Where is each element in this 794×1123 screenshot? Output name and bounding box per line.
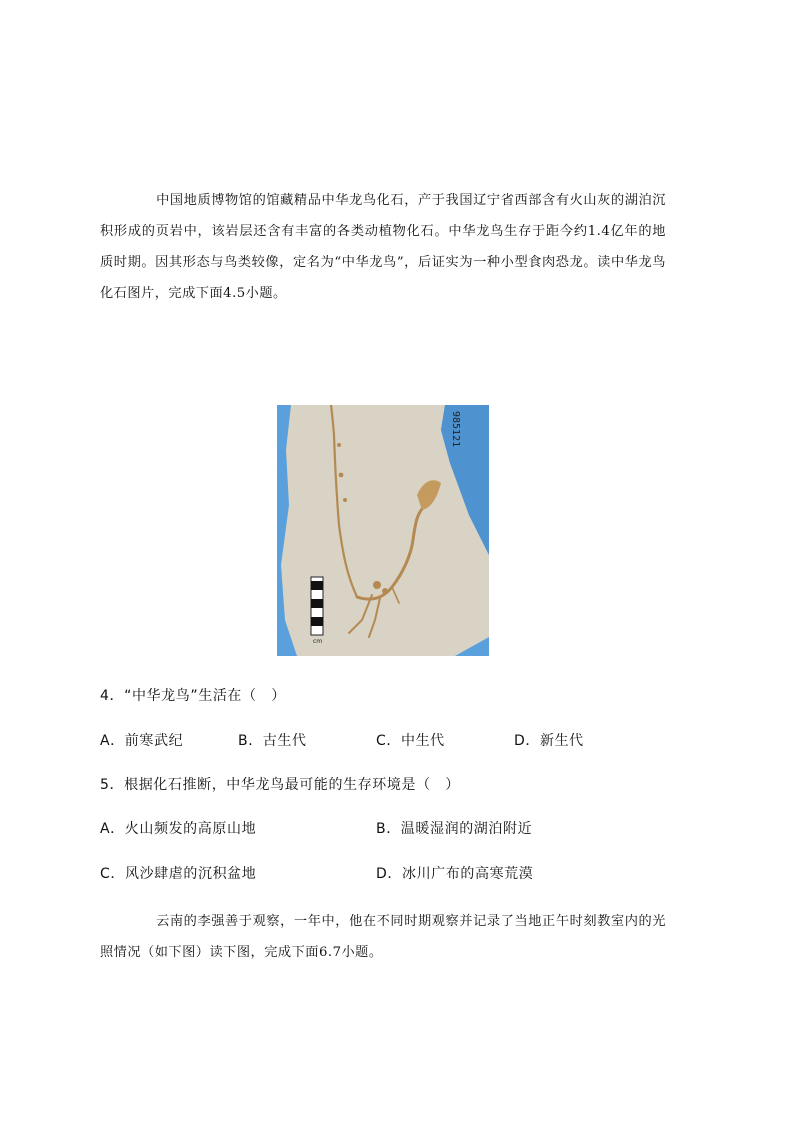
passage-lighting-text: 云南的李强善于观察，一年中，他在不同时期观察并记录了当地正午时刻教室内的光照情况（如下图）读下图，完成下面6.7小题。	[100, 914, 666, 960]
question-4-option-b[interactable]: B．古生代	[238, 733, 307, 749]
question-5-stem: 5．根据化石推断，中华龙鸟最可能的生存环境是（ ）	[100, 777, 460, 793]
question-5-option-d[interactable]: D．冰川广布的高寒荒漠	[376, 866, 534, 882]
sinosauropteryx-fossil-image	[277, 405, 489, 656]
passage-fossil-text: 中国地质博物馆的馆藏精品中华龙鸟化石，产于我国辽宁省西部含有火山灰的湖泊沉积形成的页岩中，该岩层还含有丰富的各类动植物化石。中华龙鸟生存于距今约1.4亿年的地质时期。因其形态与鸟类较像，定名为“中华龙鸟”，后证实为一种小型食肉恐龙。读中华龙鸟化石图片，完成下面4.5小题。	[100, 193, 666, 301]
scale-unit-label: cm	[313, 638, 323, 645]
passage-fossil	[100, 185, 666, 309]
question-4-option-c[interactable]: C．中生代	[376, 733, 445, 749]
question-4-stem: 4．“中华龙鸟”生活在（ ）	[100, 688, 286, 704]
specimen-number: 985121	[450, 411, 461, 448]
question-4-option-d[interactable]: D．新生代	[514, 733, 584, 749]
scale-bar	[311, 577, 323, 645]
passage-lighting	[100, 906, 666, 968]
question-5-option-a[interactable]: A．火山频发的高原山地	[100, 821, 257, 837]
question-5-option-b[interactable]: B．温暖湿润的湖泊附近	[376, 821, 533, 837]
question-5-option-c[interactable]: C．风沙肆虐的沉积盆地	[100, 866, 257, 882]
question-4-option-a[interactable]: A．前寒武纪	[100, 733, 184, 749]
